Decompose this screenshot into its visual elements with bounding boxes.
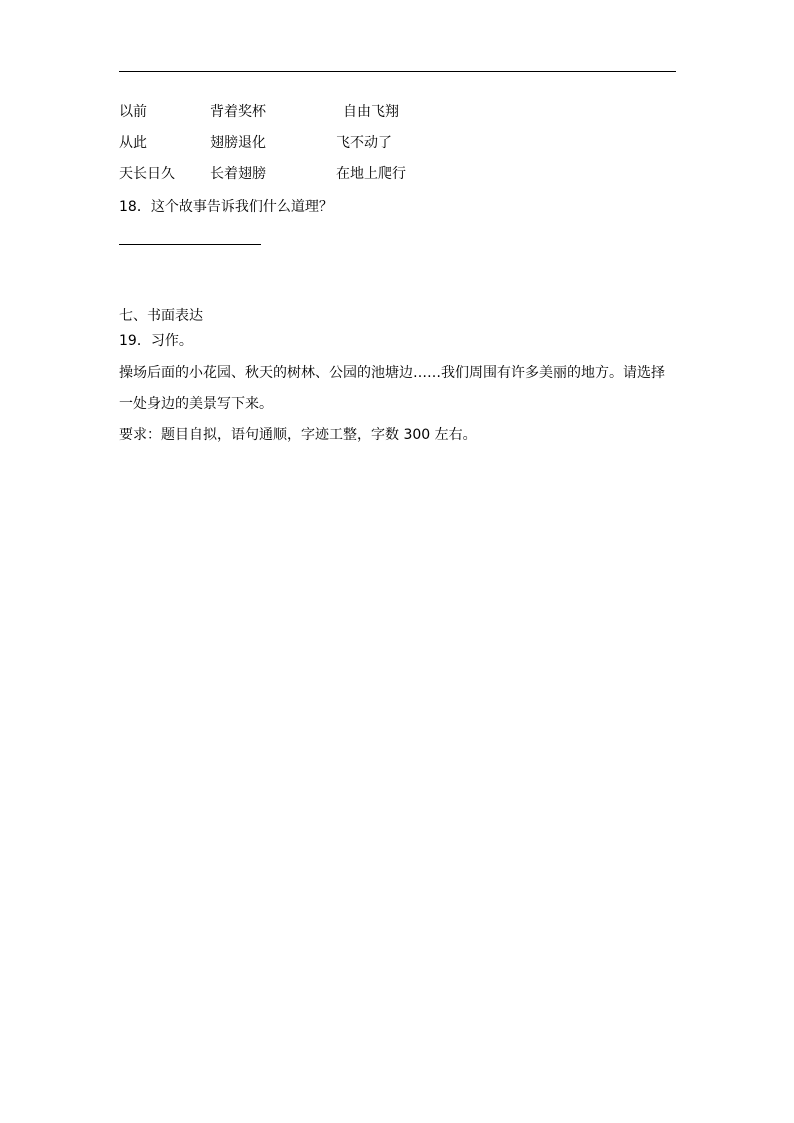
- word-match-row: [119, 133, 519, 153]
- header-rule: [119, 71, 676, 72]
- writing-requirement: 要求：题目自拟，语句通顺，字迹工整，字数 300 左右。: [119, 427, 477, 443]
- word-middle: 翅膀退化: [210, 135, 266, 151]
- writing-prompt-line-2: 一处身边的美景写下来。: [119, 396, 273, 412]
- word-match-row: [119, 164, 519, 184]
- word-middle: 背着奖杯: [210, 104, 266, 120]
- word-left: 从此: [119, 135, 147, 151]
- question-19: 19．习作。: [119, 333, 193, 349]
- word-match-row: [119, 102, 519, 122]
- word-left: 以前: [119, 104, 147, 120]
- word-right: 在地上爬行: [336, 166, 406, 182]
- question-18: 18．这个故事告诉我们什么道理？: [119, 199, 333, 215]
- answer-blank-line[interactable]: [119, 244, 261, 245]
- section-title: 七、书面表达: [119, 308, 203, 324]
- writing-prompt-line-1: 操场后面的小花园、秋天的树林、公园的池塘边……我们周围有许多美丽的地方。请选择: [119, 365, 665, 381]
- word-left: 天长日久: [119, 166, 175, 182]
- word-right: 飞不动了: [336, 135, 392, 151]
- word-middle: 长着翅膀: [210, 166, 266, 182]
- word-right: 自由飞翔: [343, 104, 399, 120]
